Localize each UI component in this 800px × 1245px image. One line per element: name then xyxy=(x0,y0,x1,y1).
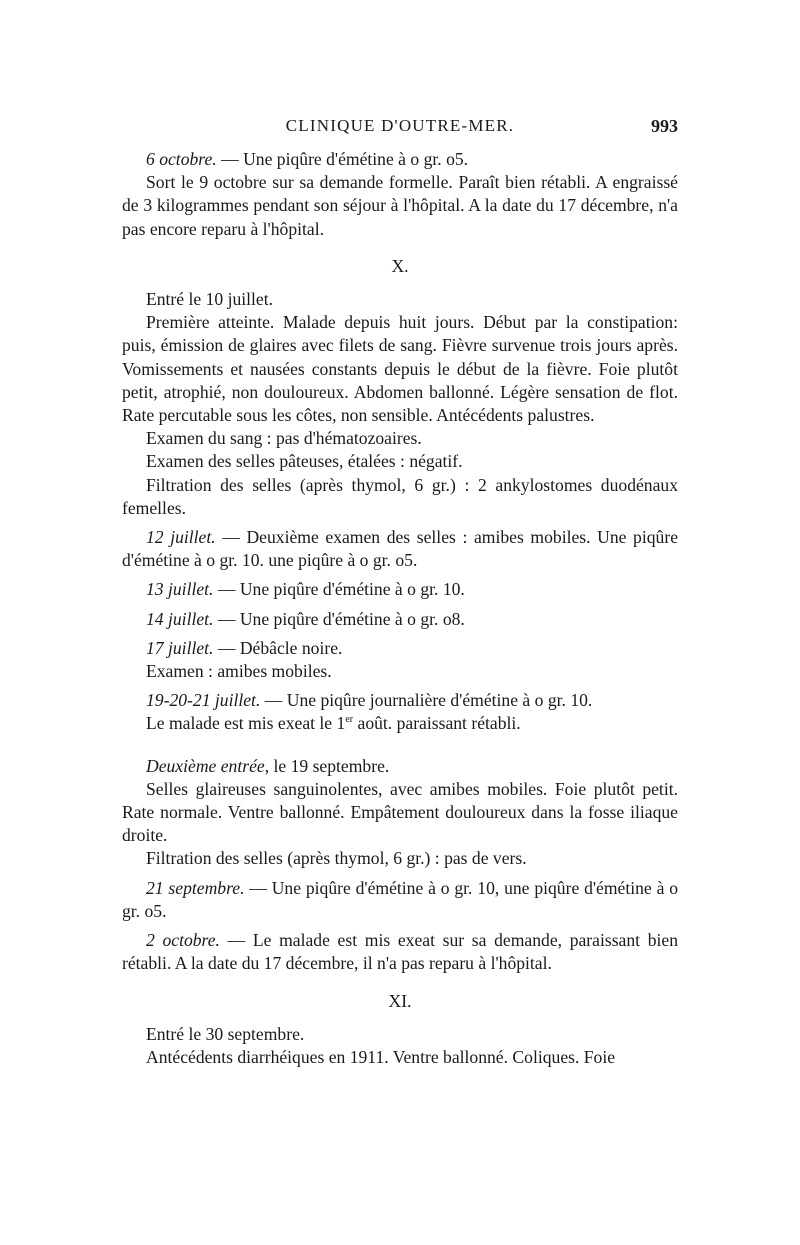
section-heading-xi: XI. xyxy=(388,990,412,1011)
paragraph: Filtration des selles (après thymol, 6 gr.) : pas de vers. xyxy=(146,848,527,869)
paragraph: Sort le 9 octobre sur sa demande formelle. Paraît bien rétabli. A engraissé de 3 kilogrammes pendant son séjour à l'hôpital. A la date du 17 décembre, n'a pas encore reparu à l'hôpital. xyxy=(122,172,678,239)
paragraph xyxy=(122,877,678,923)
paragraph: Antécédents diarrhéiques en 1911. Ventre ballonné. Coliques. Foie xyxy=(146,1046,616,1067)
paragraph xyxy=(122,689,678,712)
paragraph xyxy=(122,637,678,660)
entry-date: 12 juillet. xyxy=(146,527,216,548)
paragraph-text: — Une piqûre d'émétine à o gr. o5. xyxy=(216,149,469,169)
paragraph xyxy=(122,608,678,631)
paragraph-text: — Deuxième examen des selles : amibes mobiles. Une piqûre d'émétine à o gr. 10. une piqûre à o gr. o5. xyxy=(122,527,679,571)
entry-date: 13 juillet. xyxy=(146,579,214,600)
superscript: er xyxy=(345,714,354,726)
page-header xyxy=(122,116,678,142)
section-heading-x: X. xyxy=(391,255,409,276)
paragraph-text: Le malade est mis exeat le 1 xyxy=(146,713,346,734)
paragraph xyxy=(122,526,678,572)
paragraph: Examen du sang : pas d'hématozoaires. xyxy=(146,428,422,449)
paragraph: Première atteinte. Malade depuis huit jours. Début par la constipation: puis, émission de glaires avec filets de sang. Fièvre survenue trois jours après. Vomissements et nausées constants depuis le début de la fièvre. Foie plutôt petit, atrophié, non douloureux. Abdomen ballonné. Légère sensation de flot. Rate percutable sous les côtes, non sensible. Antécédents palustres. xyxy=(122,312,678,426)
paragraph: Entré le 10 juillet. xyxy=(146,289,274,310)
entry-date: 19-20-21 juillet. xyxy=(146,690,261,711)
paragraph xyxy=(122,712,678,735)
entry-date: 21 septembre. xyxy=(146,877,245,898)
entry-date: 6 octobre. xyxy=(146,149,217,169)
entry-date: 17 juillet. xyxy=(146,637,214,658)
paragraph-text: — Une piqûre d'émétine à o gr. 10. xyxy=(213,579,465,600)
entry-label: Deuxième entrée xyxy=(146,755,265,776)
paragraph-text: — Une piqûre d'émétine à o gr. o8. xyxy=(213,608,465,629)
paragraph xyxy=(122,929,678,975)
paragraph xyxy=(122,148,678,171)
paragraph: Entré le 30 septembre. xyxy=(146,1023,305,1044)
paragraph xyxy=(122,755,678,778)
paragraph-text: août. paraissant rétabli. xyxy=(353,713,521,734)
paragraph-text: — Débâcle noire. xyxy=(213,637,343,658)
paragraph-text: — Une piqûre journalière d'émétine à o gr. 10. xyxy=(260,690,593,711)
paragraph: Examen des selles pâteuses, étalées : négatif. xyxy=(146,451,463,472)
running-title: CLINIQUE D'OUTRE-MER. xyxy=(285,116,515,135)
page-number: 993 xyxy=(651,116,678,136)
paragraph-text: , le 19 septembre. xyxy=(264,755,390,776)
entry-date: 2 octobre. xyxy=(146,930,220,951)
paragraph-text: — Une piqûre d'émétine à o gr. 10, une piqûre d'émétine à o gr. o5. xyxy=(122,877,678,921)
paragraph: Filtration des selles (après thymol, 6 gr.) : 2 ankylostomes duodénaux femelles. xyxy=(122,474,678,518)
paragraph: Selles glaireuses sanguinolentes, avec amibes mobiles. Foie plutôt petit. Rate normale. Ventre ballonné. Empâtement douloureux dans la fosse iliaque droite. xyxy=(122,778,678,846)
entry-date: 14 juillet. xyxy=(146,608,214,629)
page-body xyxy=(122,148,678,1069)
paragraph xyxy=(122,578,678,601)
paragraph-text: — Le malade est mis exeat sur sa demande, paraissant bien rétabli. A la date du 17 décembre, il n'a pas reparu à l'hôpital. xyxy=(122,930,678,974)
paragraph: Examen : amibes mobiles. xyxy=(146,661,332,682)
